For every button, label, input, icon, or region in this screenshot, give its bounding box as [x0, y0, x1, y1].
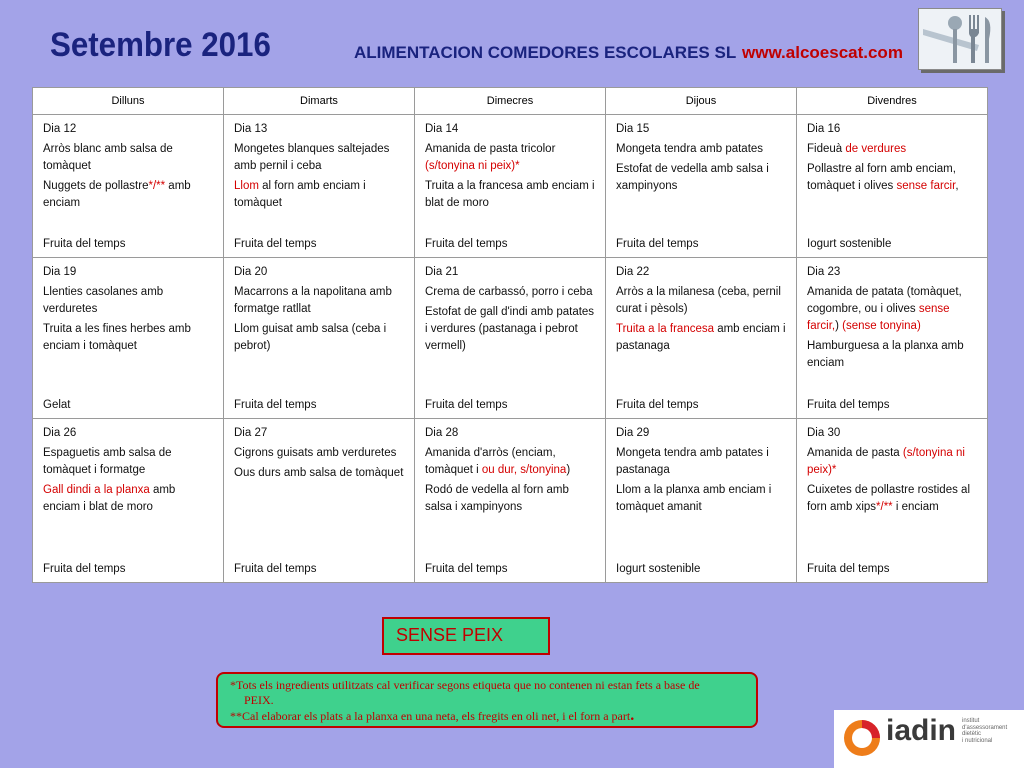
dish-line: Llom al forn amb enciam i tomàquet: [234, 180, 366, 209]
notes-box: [216, 672, 758, 728]
dessert-line: Fruita del temps: [425, 563, 508, 575]
day-header: Dimarts: [224, 88, 415, 115]
dessert-line: Fruita del temps: [807, 399, 890, 411]
dessert-line: Fruita del temps: [43, 563, 126, 575]
day-header: Dilluns: [33, 88, 224, 115]
menu-cell: [33, 115, 224, 258]
day-date: Dia 23: [807, 266, 841, 278]
day-date: Dia 20: [234, 266, 268, 278]
dessert-line: Fruita del temps: [616, 238, 699, 250]
menu-cell: [224, 115, 415, 258]
table-row: [33, 258, 988, 419]
dish-line: Amanida de pasta (s/tonyina ni peix)*: [807, 447, 965, 476]
dessert-line: Gelat: [43, 399, 71, 411]
dish-line: Ous durs amb salsa de tomàquet: [234, 467, 404, 479]
company-name: ALIMENTACION COMEDORES ESCOLARES SL: [354, 43, 737, 62]
dish-line: Cigrons guisats amb verduretes: [234, 447, 397, 459]
day-date: Dia 19: [43, 266, 77, 278]
menu-cell: [606, 419, 797, 583]
dish-line: Cuixetes de pollastre rostides al forn amb xips*/** i enciam: [807, 484, 970, 513]
dessert-line: Fruita del temps: [616, 399, 699, 411]
day-date: Dia 13: [234, 123, 268, 135]
menu-cell: [797, 258, 988, 419]
day-header: Dimecres: [415, 88, 606, 115]
table-row: [33, 419, 988, 583]
menu-cell: [797, 115, 988, 258]
page-title: Setembre 2016: [50, 26, 271, 64]
dessert-line: Fruita del temps: [234, 238, 317, 250]
day-date: Dia 22: [616, 266, 650, 278]
day-date: Dia 16: [807, 123, 841, 135]
dessert-line: Fruita del temps: [234, 399, 317, 411]
dessert-line: Iogurt sostenible: [616, 563, 701, 575]
note-line: PEIX.: [244, 693, 274, 707]
menu-cell: [797, 419, 988, 583]
dish-line: Hamburguesa a la planxa amb enciam: [807, 340, 964, 369]
table-header-row: [33, 88, 988, 115]
cutlery-icon: [919, 9, 1001, 69]
menu-cell: [33, 419, 224, 583]
day-date: Dia 12: [43, 123, 77, 135]
menu-cell: [415, 115, 606, 258]
note-line: **Cal elaborar els plats a la planxa en una neta, els fregits en oli net, i el forn a part.: [230, 707, 635, 724]
dish-line: Amanida de patata (tomàquet, cogombre, ou i olives sense farcir,) (sense tonyina): [807, 286, 962, 332]
day-date: Dia 29: [616, 427, 650, 439]
note-line: *Tots els ingredients utilitzats cal verificar segons etiqueta que no contenen ni estan fets a base de: [230, 678, 700, 692]
dish-line: Amanida de pasta tricolor (s/tonyina ni peix)*: [425, 143, 556, 172]
dish-line: Arròs a la milanesa (ceba, pernil curat i pèsols): [616, 286, 781, 315]
dish-line: Mongetes blanques saltejades amb pernil i ceba: [234, 143, 390, 172]
dish-line: Nuggets de pollastre*/** amb enciam: [43, 180, 191, 209]
menu-cell: [415, 419, 606, 583]
dessert-line: Fruita del temps: [43, 238, 126, 250]
day-date: Dia 14: [425, 123, 459, 135]
iadin-logo-text: iadin: [886, 714, 957, 747]
iadin-subtitle: institut d'assessorament dietètic i nutricional: [962, 718, 1008, 744]
dessert-line: Iogurt sostenible: [807, 238, 892, 250]
dessert-line: Fruita del temps: [807, 563, 890, 575]
dish-line: Mongeta tendra amb patates i pastanaga: [616, 447, 769, 476]
menu-cell: [224, 258, 415, 419]
dish-line: Crema de carbassó, porro i ceba: [425, 286, 593, 298]
cutlery-logo: [918, 8, 1002, 70]
dish-line: Gall dindi a la planxa amb enciam i blat de moro: [43, 484, 176, 513]
dish-line: Estofat de vedella amb salsa i xampinyons: [616, 163, 769, 192]
sense-peix-label: SENSE PEIX: [382, 617, 550, 655]
table-row: [33, 115, 988, 258]
menu-cell: [224, 419, 415, 583]
day-date: Dia 28: [425, 427, 459, 439]
menu-cell: [606, 258, 797, 419]
menu-cell: [33, 258, 224, 419]
dish-line: Llom guisat amb salsa (ceba i pebrot): [234, 323, 387, 352]
dessert-line: Fruita del temps: [425, 238, 508, 250]
dish-line: Llenties casolanes amb verduretes: [43, 286, 164, 315]
dish-line: Truita a la francesa amb enciam i pastanaga: [616, 323, 786, 352]
day-date: Dia 27: [234, 427, 268, 439]
day-date: Dia 30: [807, 427, 841, 439]
dish-line: Mongeta tendra amb patates: [616, 143, 764, 155]
menu-cell: [606, 115, 797, 258]
dish-line: Fideuà de verdures: [807, 143, 907, 155]
menu-table: [32, 87, 988, 583]
dish-line: Macarrons a la napolitana amb formatge ratllat: [234, 286, 392, 315]
dish-line: Truita a les fines herbes amb enciam i tomàquet: [43, 323, 191, 352]
dish-line: Amanida d'arròs (enciam, tomàquet i ou dur, s/tonyina): [425, 447, 571, 476]
website-link[interactable]: www.alcoescat.com: [742, 43, 903, 62]
day-date: Dia 21: [425, 266, 459, 278]
dish-line: Arròs blanc amb salsa de tomàquet: [43, 143, 173, 172]
day-date: Dia 15: [616, 123, 650, 135]
dish-line: Truita a la francesa amb enciam i blat de moro: [425, 180, 595, 209]
day-header: Dijous: [606, 88, 797, 115]
menu-cell: [415, 258, 606, 419]
iadin-logo-icon: [840, 714, 888, 762]
dish-line: Llom a la planxa amb enciam i tomàquet amanit: [616, 484, 772, 513]
dessert-line: Fruita del temps: [234, 563, 317, 575]
dish-line: Estofat de gall d'indi amb patates i verdures (pastanaga i pebrot vermell): [425, 306, 595, 352]
dish-line: Espaguetis amb salsa de tomàquet i formatge: [43, 447, 172, 476]
dish-line: Pollastre al forn amb enciam, tomàquet i olives sense farcir,: [807, 163, 959, 192]
dessert-line: Fruita del temps: [425, 399, 508, 411]
day-header: Divendres: [797, 88, 988, 115]
dish-line: Rodó de vedella al forn amb salsa i xampinyons: [425, 484, 569, 513]
day-date: Dia 26: [43, 427, 77, 439]
